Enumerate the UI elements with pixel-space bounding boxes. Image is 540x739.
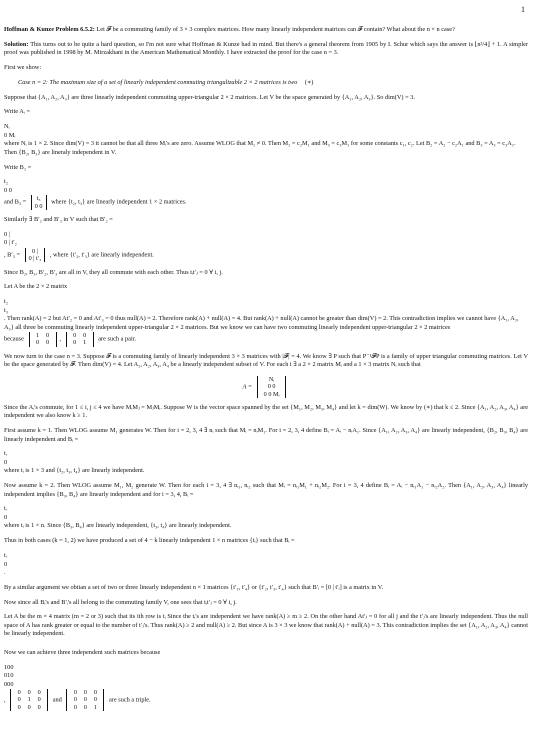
matrix-cell: 0 [17, 696, 21, 704]
paragraph-13: Now since all Bᵢ's and B′ᵢ's all belong to the commuting family V, one sees that tᵢt′ⱼ = 0 ∀ i, j. [4, 598, 237, 606]
matrix-row: tᵢ [4, 552, 7, 560]
paragraph-11-end: . [4, 569, 6, 577]
paragraph-4-mid: , B′₃ = [4, 251, 21, 259]
case-tag: (∗) [304, 78, 314, 86]
matrix-cell: 0 [4, 680, 8, 688]
matrix-row: 0 0 Mᵢ [263, 390, 280, 398]
matrix-row: t₃ [36, 195, 41, 203]
matrix-row: Nᵢ [4, 123, 10, 131]
paragraph-3 [4, 164, 528, 173]
paragraph-15-lead: Now we can achieve three independent such matrices because [4, 648, 161, 656]
matrix-row: 0 0 [34, 202, 43, 210]
paragraph-8: Since the Aᵢ's commute, for 1 ≤ i, j ≤ 4 we have MᵢMⱼ = MⱼMᵢ. Suppose W is the vector space spanned by the set {M₁, M₂, M₃, M₄} and let k = dim(W). We know by (∗) that k ≤ 2. Since {A₁, A₂, A₃, A₄} are independent we also know k ≥ 1. [4, 403, 528, 420]
matrix-cell: 0 [10, 680, 14, 688]
paragraph-11 [4, 537, 528, 546]
matrix-row: tᵢ [4, 450, 7, 458]
matrix-cell: 0 [10, 672, 14, 680]
paragraph-2-body: where Nᵢ is 1 × 2. Since dim(V) = 3 it cannot be that all three Mᵢ's are zero. Assume WLOG that M₁ ≠ 0. Then M₂ = c₂M₁ and M₃ = c₃M₁ for some constants c₁, c₂. Let B₂ = A₂ − c₂A₁ and B₃ = A₃ = c₃A₁. Then {B₂, B₃} are lineraly independent in V. [4, 140, 516, 156]
paragraph-12: By a similar argument we obtian a set of two or three linearly independent n × 1 matrices {t′₃, t′₄} or {t′₂, t′₃, t′₄} such that B′ᵢ = [0 | t′ᵢ] is a matrix in V. [4, 583, 384, 591]
matrix-cell: 0 [73, 703, 77, 711]
matrix-cell: 0 [4, 672, 8, 680]
matrix-cell: 0 [73, 339, 77, 347]
first-we-show: First we show: [4, 64, 42, 72]
matrix-cell: 0 [17, 703, 21, 711]
matrix-row [70, 704, 100, 711]
matrix-cell: 0 [93, 689, 97, 697]
paragraph-10-end: where tᵢ is 1 × n. Since {B₃, B₄} are linearly independent, {t₃, t₄} are linearly independent. [4, 522, 232, 530]
matrix-row: 0 | t′₂ [4, 239, 17, 247]
matrix-cell: 0 [83, 703, 87, 711]
paragraph-10 [4, 482, 528, 499]
case-label: Case n = 2: [18, 78, 48, 86]
matrix-pair-1 [29, 332, 57, 346]
matrix-row: t₂ [4, 178, 8, 186]
paragraph-6 [4, 283, 528, 292]
document-body: Hoffman & Kunze Problem 6.5.2: Let 𝓕 be a commuting family of 3 × 3 complex matrices. How many linearly independent matrices can 𝓕 contain? What about the n × n case? Solution: This turns out to be quite a hard question, so I'm not sure what Hoffman & Kunze had in mind. But there's a general theorem from 1905 by I. Schur which says the answer is ⌊n²/4⌋ + 1. A simpler proof was published in 1998 by M. Mirzakhani in the American Mathematical Monthly. I have extracted the proof for the case n = 3. First we show: Case n = 2: The maximum size of a set of linearly independent commuting triangulizable 2 × 2 matrices is two (∗) Suppose that {A₁, A₂, A₃} are three linearly independent commuting upper-triangular 2 × 2 matrices. Let V be the space generated by {A₁, A₂, A₃}. So dim(V) = 3. Write Aᵢ = Nᵢ 0 Mᵢ where Nᵢ is 1 × 2. Since dim(V) = 3 it cannot be that all three Mᵢ's are zero. Assume WLOG that M₁ ≠ 0. Then M₂ = c₂M₁ and M₃ = c₃M₁ for some constants c₁, c₂. Let B₂ = A₂ − c₂A₁ and B₃ = A₃ = c₃A₁. Then {B₂, B₃} are lineraly independent in V. Write B₂ = t₂ 0 0 and B₃ = t₃ 0 0 where {t₂, t₃} are linearly independent 1 × 2 matrices. Similarly ∃ B′₂ and B′₃ in V such that B′₂ = 0 | 0 | t′₂ , B′₃ = 0 | 0 | t′₃ , where {t′₂, t′₃} are linearly independent. Since B₂, B₃, B′₂, B′₃ are all in V, they all commute with each other. Thus tᵢt′ⱼ = 0 ∀ i, j. Let A be the 2 × 2 matrix t₂ t₃ . Then rank(A) = 2 but At′₂ = 0 and At′₃ = 0 thus null(A) = 2. Therefore rank(A) + null(A) = 4. But rank(A) + null(A) cannot be greater than dim(V) = 2. This contradiction implies we cannot have {A₁, A₂, A₃} all three be commuting linearly independent upper-triangular 2 × 2 matrices. But we know we can have two commuting linearly independent upper-triangular 2 × 2 matrices because 1 0 0 0 , 0 0 0 1 are such a pair. We now turn to the case n = 3. Suppose 𝓕 is a commuting family of linearly independent 3 × 3 matrices with |𝓕| = 4. We know ∃ P such that P⁻¹𝓕P is a family of upper triangular commuting matrices. Let V be the space generated by 𝓕. Then dim(V) = 4. Let A₁, A₂, A₃, A₄ be a linearly independent subset of V. For each i ∃ a 2 × 2 matrix Mᵢ and a 1 × 3 matrix Nᵢ such that A = Nᵢ 0 0 0 0 Mᵢ Since the Aᵢ's commute, for 1 ≤ i, j ≤ 4 we have MᵢMⱼ = MⱼMᵢ. Suppose W is the vector space spanned by the set {M₁, M₂, M₃, M₄} and let k = dim(W). We know by (∗) that k ≤ 2. Since {A₁, A₂, A₃, A₄} are independent we also know k ≥ 1. First assume k = 1. Then WLOG assume M₁ generates W. Then for i = 2, 3, 4 ∃ nᵢ such that Mᵢ = nᵢM₁. For i = 2, 3, 4 define Bᵢ = Aᵢ − nᵢA₁. Since {A₁, A₂, A₃, A₄} are linearly independent, {B₂, B₃, B₄} are linearly independent and Bᵢ = tᵢ 0 where tᵢ is 1 × 3 and {t₂, t₃, t₄} are linearly independent. Now assume k = 2. Then WLOG assume M₁, M₂ generate W. Then for each i = 3, 4 ∃ nᵢ₁, nᵢ₂ such that Mᵢ = nᵢ₁M₁ + nᵢ₂M₂. For i = 3, 4 define Bᵢ = Aᵢ − nᵢ₁A₁ − nᵢ₂A₂. Then {A₁, A₂, A₃, A₄} linearly independent implies {B₃, B₄} are linearly independent and for i = 3, 4, Bᵢ = tᵢ 0 where tᵢ is 1 × n. Since {B₃, B₄} are linearly independent, {t₃, t₄} are linearly independent. Thus in both cases (k = 1, 2) we have produced a set of 4 − k linearly independent 1 × n matrices {tᵢ} such that Bᵢ = tᵢ 0 . By a similar argument we obtian a set of two or three linearly independent n × 1 matrices {t′₃, t′₄} or {t′₂, t′₃, t′₄} such that B′ᵢ = [0 | t′ᵢ] is a matrix in V. Now since all Bᵢ's and B′ᵢ's all belong to the commuting family V, one sees that tᵢt′ⱼ = 0 ∀ i, j. Let A be the m × 4 matrix (m = 2 or 3) such that its ith row is tᵢ Since the tᵢ's are independent we have rank(A) ≥ m ≥ 2. On the other hand At′ⱼ = 0 for all j and the t′ⱼ's are linearly independent. Thus the null space of A has rank greater or equal to the number of t′ⱼ's. Thus rank(A) ≥ 2 and null(A) ≥ 2. But since A is 3 × 3 we know that rank(A) + null(A) = 3. This contradiction implies the set {A₁, A₂, A₃, A₄} cannot be linearly independent. Now we can achieve three independent such matrices because 100 010 000 , 0 0 0 0 1 0 0 0 0 and 0 0 0 0 0 0 0 0 1 are such a triple. [4, 26, 528, 711]
matrix-row: 0 | t′₃ [28, 255, 42, 263]
triple-matrix-3 [66, 689, 104, 711]
matrix-row: 0 | [32, 247, 38, 255]
matrix-row: t₃ [4, 306, 8, 314]
matrix-cell: 0 [83, 689, 87, 697]
matrix-cell: 0 [83, 332, 87, 340]
matrix-cell: 0 [73, 696, 77, 704]
matrix-row [70, 689, 100, 696]
matrix-cell: 0 [27, 703, 31, 711]
matrix-row [70, 339, 90, 346]
paragraph-4-lead: Similarly ∃ B′₂ and B′₃ in V such that B′₂ = [4, 216, 113, 224]
paragraph-11-body: Thus in both cases (k = 1, 2) we have produced a set of 4 − k linearly independent 1 × n matrices {tᵢ} such that Bᵢ = [4, 537, 295, 545]
matrix-cell: 0 [7, 663, 11, 671]
problem-text: Let 𝓕 be a commuting family of 3 × 3 complex matrices. How many linearly independent matrices can 𝓕 contain? What about the n × n case? [96, 26, 455, 33]
paragraph-2 [4, 108, 528, 117]
matrix-B3-prime [25, 248, 46, 262]
paragraph-7: We now turn to the case n = 3. Suppose 𝓕 is a commuting family of linearly independent 3 × 3 matrices with |𝓕| = 4. We know ∃ P such that P⁻¹𝓕P is a family of upper triangular commuting matrices. Let V be the space generated by 𝓕. Then dim(V) = 4. Let A₁, A₂, A₃, A₄ be a linearly independent subset of V. For each i ∃ a 2 × 2 matrix Mᵢ and a 1 × 3 matrix Nᵢ such that [4, 352, 528, 369]
solution-text: This turns out to be quite a hard question, so I'm not sure what Hoffman & Kunze had in mind. But there's a general theorem from 1905 by I. Schur which says the answer is ⌊n²/4⌋ + 1. A simpler proof was published in 1998 by M. Mirzakhani in the American Mathematical Monthly. I have extracted the proof for the case n = 3. [4, 40, 528, 57]
paragraph-1: Suppose that {A₁, A₂, A₃} are three linearly independent commuting upper-triangular 2 × 2 matrices. Let V be the space generated by {A₁, A₂, A₃}. So dim(V) = 3. [4, 93, 415, 101]
paragraph-9 [4, 427, 528, 444]
paragraph-6-body: . Then rank(A) = 2 but At′₂ = 0 and At′₃ = 0 thus null(A) = 2. Therefore rank(A) + null(A) = 4. But rank(A) + null(A) cannot be greater than dim(V) = 2. This contradiction implies we cannot have {A₁, A₂, A₃} all three be commuting linearly independent upper-triangular 2 × 2 matrices. But we know we can have two commuting linearly independent upper-triangular 2 × 2 matrices [4, 315, 519, 331]
paragraph-4-end: , where {t′₂, t′₃} are linearly independent. [49, 251, 154, 259]
display-equation [4, 376, 528, 398]
triple-and: and [52, 696, 62, 704]
block-matrix-A [257, 376, 287, 398]
matrix-row [14, 696, 44, 703]
matrix-row [4, 672, 528, 681]
matrix-cell: 0 [83, 696, 87, 704]
page-number: 1 [521, 5, 525, 14]
paragraph-5: Since B₂, B₃, B′₂, B′₃ are all in V, they all commute with each other. Thus tᵢt′ⱼ = 0 ∀ i, j. [4, 268, 223, 276]
matrix-cell: 0 [37, 689, 41, 697]
matrix-cell: 1 [4, 663, 8, 671]
paragraph-6-lead: Let A be the 2 × 2 matrix [4, 283, 68, 291]
problem-paragraph [4, 26, 528, 35]
matrix-row: 0 [4, 458, 8, 466]
solution-paragraph [4, 41, 528, 58]
paragraph-3-lead: Write B₂ = [4, 163, 32, 171]
matrix-row: tᵢ [4, 505, 7, 513]
equation-lhs: A = [242, 383, 253, 391]
matrix-row [70, 332, 90, 339]
matrix-cell: 0 [37, 696, 41, 704]
matrix-row [4, 681, 528, 690]
matrix-row: 0 [4, 513, 8, 521]
matrix-row [70, 696, 100, 703]
paragraph-14: Let A be the m × 4 matrix (m = 2 or 3) such that its ith row is tᵢ Since the tᵢ's are independent we have rank(A) ≥ m ≥ 2. On the other hand At′ⱼ = 0 for all j and the t′ⱼ's are linearly independent. Thus the null space of A has rank greater or equal to the number of t′ⱼ's. Thus rank(A) ≥ 2 and null(A) ≥ 2. But since A is 3 × 3 we know that rank(A) + null(A) = 3. This contradiction implies the set {A₁, A₂, A₃, A₄} cannot be linearly independent. [4, 613, 528, 638]
matrix-row: 0 | [4, 230, 10, 238]
matrix-pair-2 [66, 332, 94, 346]
matrix-row: 0 [4, 560, 8, 568]
paragraph-3-end: where {t₂, t₃} are linearly independent 1 × 2 matrices. [51, 199, 187, 207]
paragraph-9-end: where tᵢ is 1 × 3 and {t₂, t₃, t₄} are linearly independent. [4, 467, 145, 475]
matrix-row [14, 689, 44, 696]
matrix-row: Nᵢ [268, 376, 275, 384]
paragraph-10-body: Now assume k = 2. Then WLOG assume M₁, M₂ generate W. Then for each i = 3, 4 ∃ nᵢ₁, nᵢ₂ such that Mᵢ = nᵢ₁M₁ + nᵢ₂M₂. For i = 3, 4 define Bᵢ = Aᵢ − nᵢ₁A₁ − nᵢ₂A₂. Then {A₁, A₂, A₃, A₄} linearly independent implies {B₃, B₄} are linearly independent and for i = 3, 4, Bᵢ = [4, 482, 528, 498]
matrix-row [33, 332, 53, 339]
matrix-row: 0 Mᵢ [4, 131, 16, 139]
triple-matrix-2 [10, 689, 48, 711]
matrix-cell: 1 [35, 332, 40, 340]
matrix-cell: 0 [17, 689, 21, 697]
matrix-cell: 0 [93, 696, 97, 704]
paragraph-15 [4, 649, 528, 658]
matrix-row [33, 339, 53, 346]
matrix-cell: 0 [10, 663, 14, 671]
matrix-cell: 1 [27, 696, 31, 704]
paragraph-9-body: First assume k = 1. Then WLOG assume M₁ generates W. Then for i = 2, 3, 4 ∃ nᵢ such that Mᵢ = nᵢM₁. For i = 2, 3, 4 define Bᵢ = Aᵢ − nᵢA₁. Since {A₁, A₂, A₃, A₄} are linearly independent, {B₂, B₃, B₄} are linearly independent and Bᵢ = [4, 427, 528, 443]
paragraph-2-lead: Write Aᵢ = [4, 108, 31, 116]
case-statement [4, 79, 528, 88]
matrix-cell: 0 [73, 332, 77, 340]
matrix-cell: 0 [45, 339, 50, 347]
matrix-row: t₂ [4, 298, 8, 306]
case-text: The maximum size of a set of linearly independent commuting triangulizable 2 × 2 matrices is two [49, 78, 298, 86]
matrix-cell: 0 [7, 680, 11, 688]
paragraph-6-because: because [4, 335, 24, 343]
matrix-cell: 1 [7, 672, 11, 680]
matrix-row: 0 0 [267, 383, 276, 391]
matrix-cell: 0 [37, 703, 41, 711]
matrix-cell: 1 [93, 703, 97, 711]
matrix-cell: 0 [35, 339, 40, 347]
matrix-row [4, 664, 528, 673]
paragraph-6-end: are such a pair. [98, 335, 137, 343]
paragraph-15-end: are such a triple. [108, 696, 151, 704]
matrix-cell: 0 [45, 332, 50, 340]
problem-heading: Hoffman & Kunze Problem 6.5.2: [4, 26, 95, 33]
paragraph-4 [4, 216, 528, 225]
matrix-B3 [31, 195, 47, 209]
matrix-cell: 0 [73, 689, 77, 697]
solution-heading: Solution: [4, 40, 29, 48]
paragraph-3-mid: and B₃ = [4, 199, 27, 207]
matrix-row: 0 0 [4, 186, 12, 194]
matrix-cell: 1 [83, 339, 87, 347]
matrix-row [14, 704, 44, 711]
matrix-cell: 0 [27, 689, 31, 697]
